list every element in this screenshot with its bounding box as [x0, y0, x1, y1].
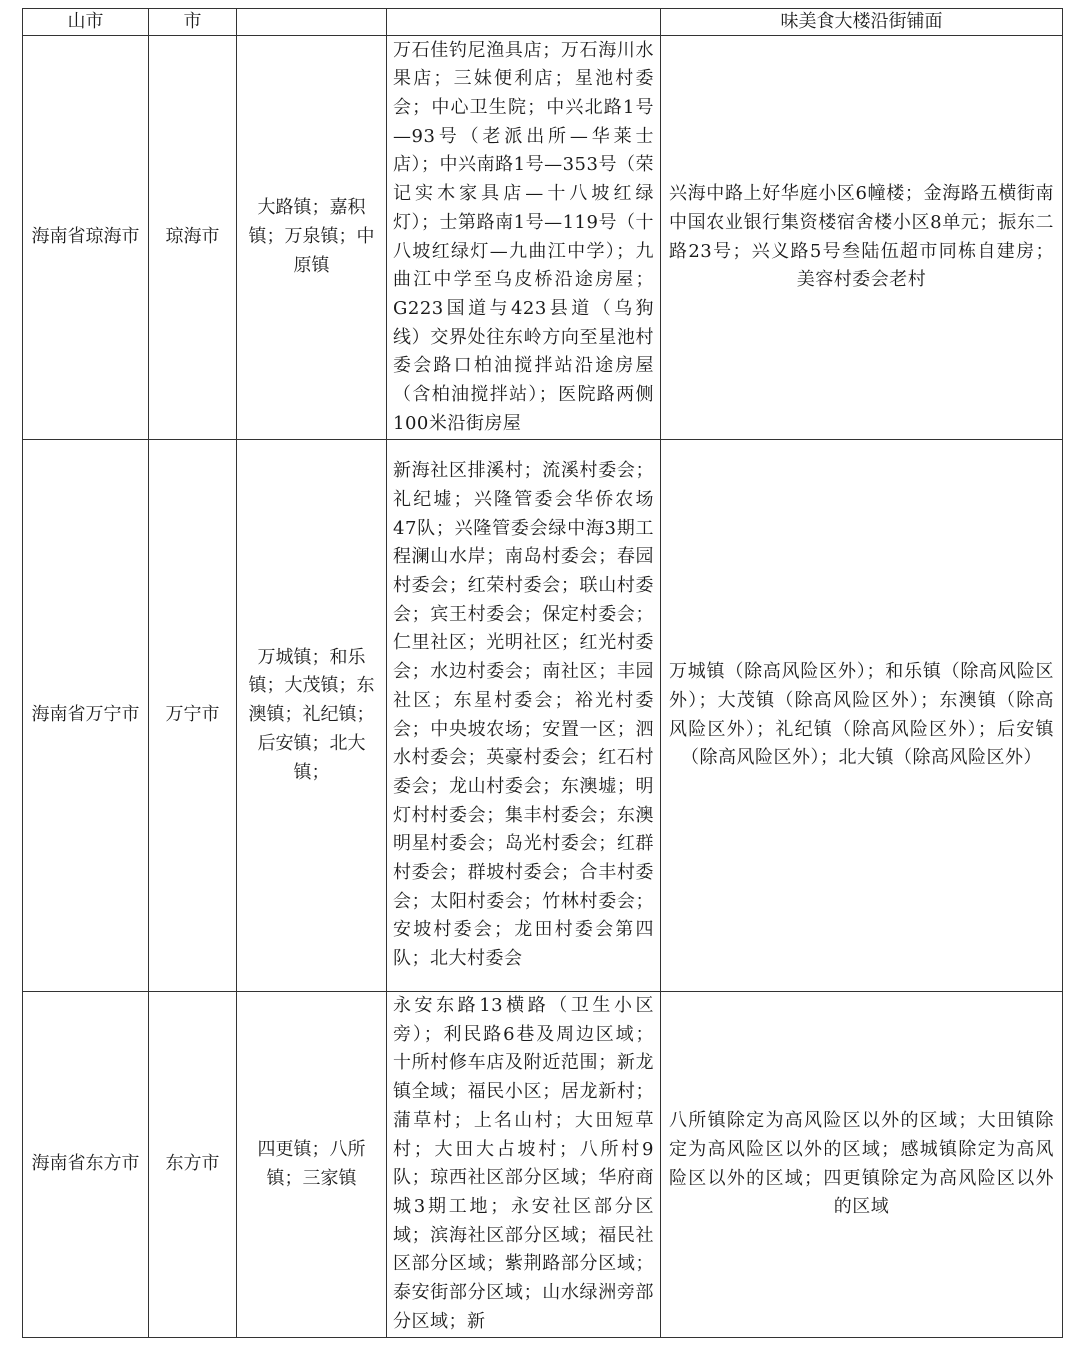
row-city: 琼海市	[149, 36, 237, 440]
row-places	[387, 992, 661, 1338]
header-province-city: 山市	[23, 9, 149, 36]
header-places	[387, 9, 661, 36]
row-low-risk: 兴海中路上好华庭小区6幢楼；金海路五横街南中国农业银行集资楼宿舍楼小区8单元；振东二路23号；兴义路5号叁陆伍超市同栋自建房；美容村委会老村	[661, 36, 1063, 440]
row-towns: 大路镇；嘉积镇；万泉镇；中原镇	[237, 36, 387, 440]
table-row	[23, 440, 1063, 992]
table-header-row	[23, 9, 1063, 36]
row-places: 万石佳钓尼渔具店；万石海川水果店；三妹便利店；星池村委会；中心卫生院；中兴北路1号—93号（老派出所—华莱士店）；中兴南路1号—353号（荣记实木家具店—十八坡红绿灯）；士第路南1号—119号（十八坡红绿灯—九曲江中学）；九曲江中学至乌皮桥沿途房屋；G223国道与423县道（乌狗线）交界处往东岭方向至星池村委会路口柏油搅拌站沿途房屋（含柏油搅拌站）；医院路两侧100米沿街房屋	[387, 36, 661, 440]
table-row	[23, 36, 1063, 440]
header-towns	[237, 9, 387, 36]
row-city: 万宁市	[149, 440, 237, 992]
row-province-city: 海南省琼海市	[23, 36, 149, 440]
row-city: 东方市	[149, 992, 237, 1338]
row-province-city: 海南省万宁市	[23, 440, 149, 992]
row-towns: 四更镇；八所镇；三家镇	[237, 992, 387, 1338]
row-places-text: 永安东路13横路（卫生小区旁）；利民路6巷及周边区域；十所村修车店及附近范围；新龙镇全域；福民小区；居龙新村；蒲草村；上名山村；大田短草村；大田大占坡村；八所村9队；琼西社区部分区域；华府商城3期工地；永安社区部分区域；滨海社区部分区域；福民社区部分区域；紫荆路部分区域；泰安街部分区域；山水绿洲旁部分区域；新	[393, 995, 654, 1332]
row-places: 新海社区排溪村；流溪村委会；礼纪墟；兴隆管委会华侨农场47队；兴隆管委会绿中海3期工程澜山水岸；南岛村委会；春园村委会；红荣村委会；联山村委会；宾王村委会；保定村委会；仁里社区；光明社区；红光村委会；水边村委会；南社区；丰园社区；东星村委会；裕光村委会；中央坡农场；安置一区；泗水村委会；英豪村委会；红石村委会；龙山村委会；东澳墟；明灯村村委会；集丰村委会；东澳明星村委会；岛光村委会；红群村委会；群坡村委会；合丰村委会；太阳村委会；竹林村委会；安坡村委会；龙田村委会第四队；北大村委会	[387, 440, 661, 992]
header-city: 市	[149, 9, 237, 36]
row-low-risk: 八所镇除定为高风险区以外的区域；大田镇除定为高风险区以外的区域；感城镇除定为高风险区以外的区域；四更镇除定为高风险区以外的区域	[661, 992, 1063, 1338]
row-low-risk: 万城镇（除高风险区外）；和乐镇（除高风险区外）；大茂镇（除高风险区外）；东澳镇（除高风险区外）；礼纪镇（除高风险区外）；后安镇（除高风险区外）；北大镇（除高风险区外）	[661, 440, 1063, 992]
risk-area-table	[22, 8, 1063, 1338]
header-low-risk: 味美食大楼沿街铺面	[661, 9, 1063, 36]
table-row	[23, 992, 1063, 1338]
row-province-city: 海南省东方市	[23, 992, 149, 1338]
row-towns: 万城镇；和乐镇；大茂镇；东澳镇；礼纪镇；后安镇；北大镇；	[237, 440, 387, 992]
